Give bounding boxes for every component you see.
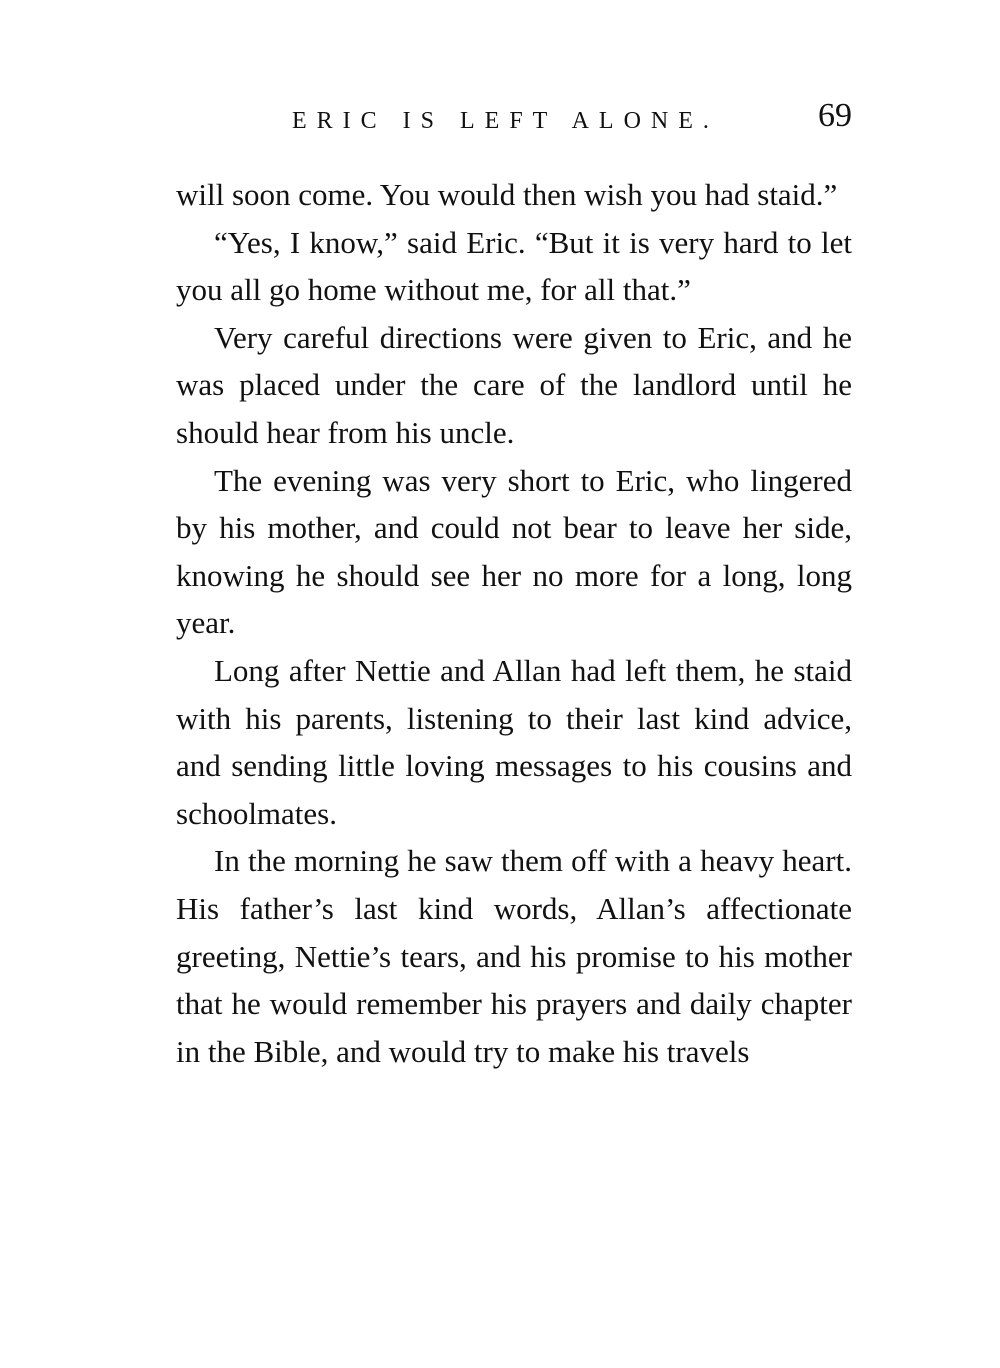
paragraph-continuation: will soon come. You would then wish you had staid.”	[176, 177, 838, 212]
paragraph: “Yes, I know,” said Eric. “But it is very hard to let you all go home without me, for all that.”	[176, 224, 852, 308]
body-text	[176, 171, 852, 1075]
paragraph: The evening was very short to Eric, who lingered by his mother, and could not bear to leave her side, knowing he should see her no more for a long, long year.	[176, 462, 852, 641]
page-number: 69	[818, 97, 852, 134]
running-title: ERIC IS LEFT ALONE.	[292, 108, 719, 134]
paragraph: In the morning he saw them off with a heavy heart. His father’s last kind words, Allan’s affectionate greeting, Nettie’s tears, and his promise to his mother that he would remember his prayers and daily chapter in the Bible, and would try to make his travels	[176, 843, 852, 1069]
running-head	[176, 96, 852, 144]
paragraph: Very careful directions were given to Eric, and he was placed under the care of the landlord until he should hear from his uncle.	[176, 319, 852, 450]
paragraph: Long after Nettie and Allan had left them, he staid with his parents, listening to their last kind advice, and sending little loving messages to his cousins and schoolmates.	[176, 652, 852, 831]
